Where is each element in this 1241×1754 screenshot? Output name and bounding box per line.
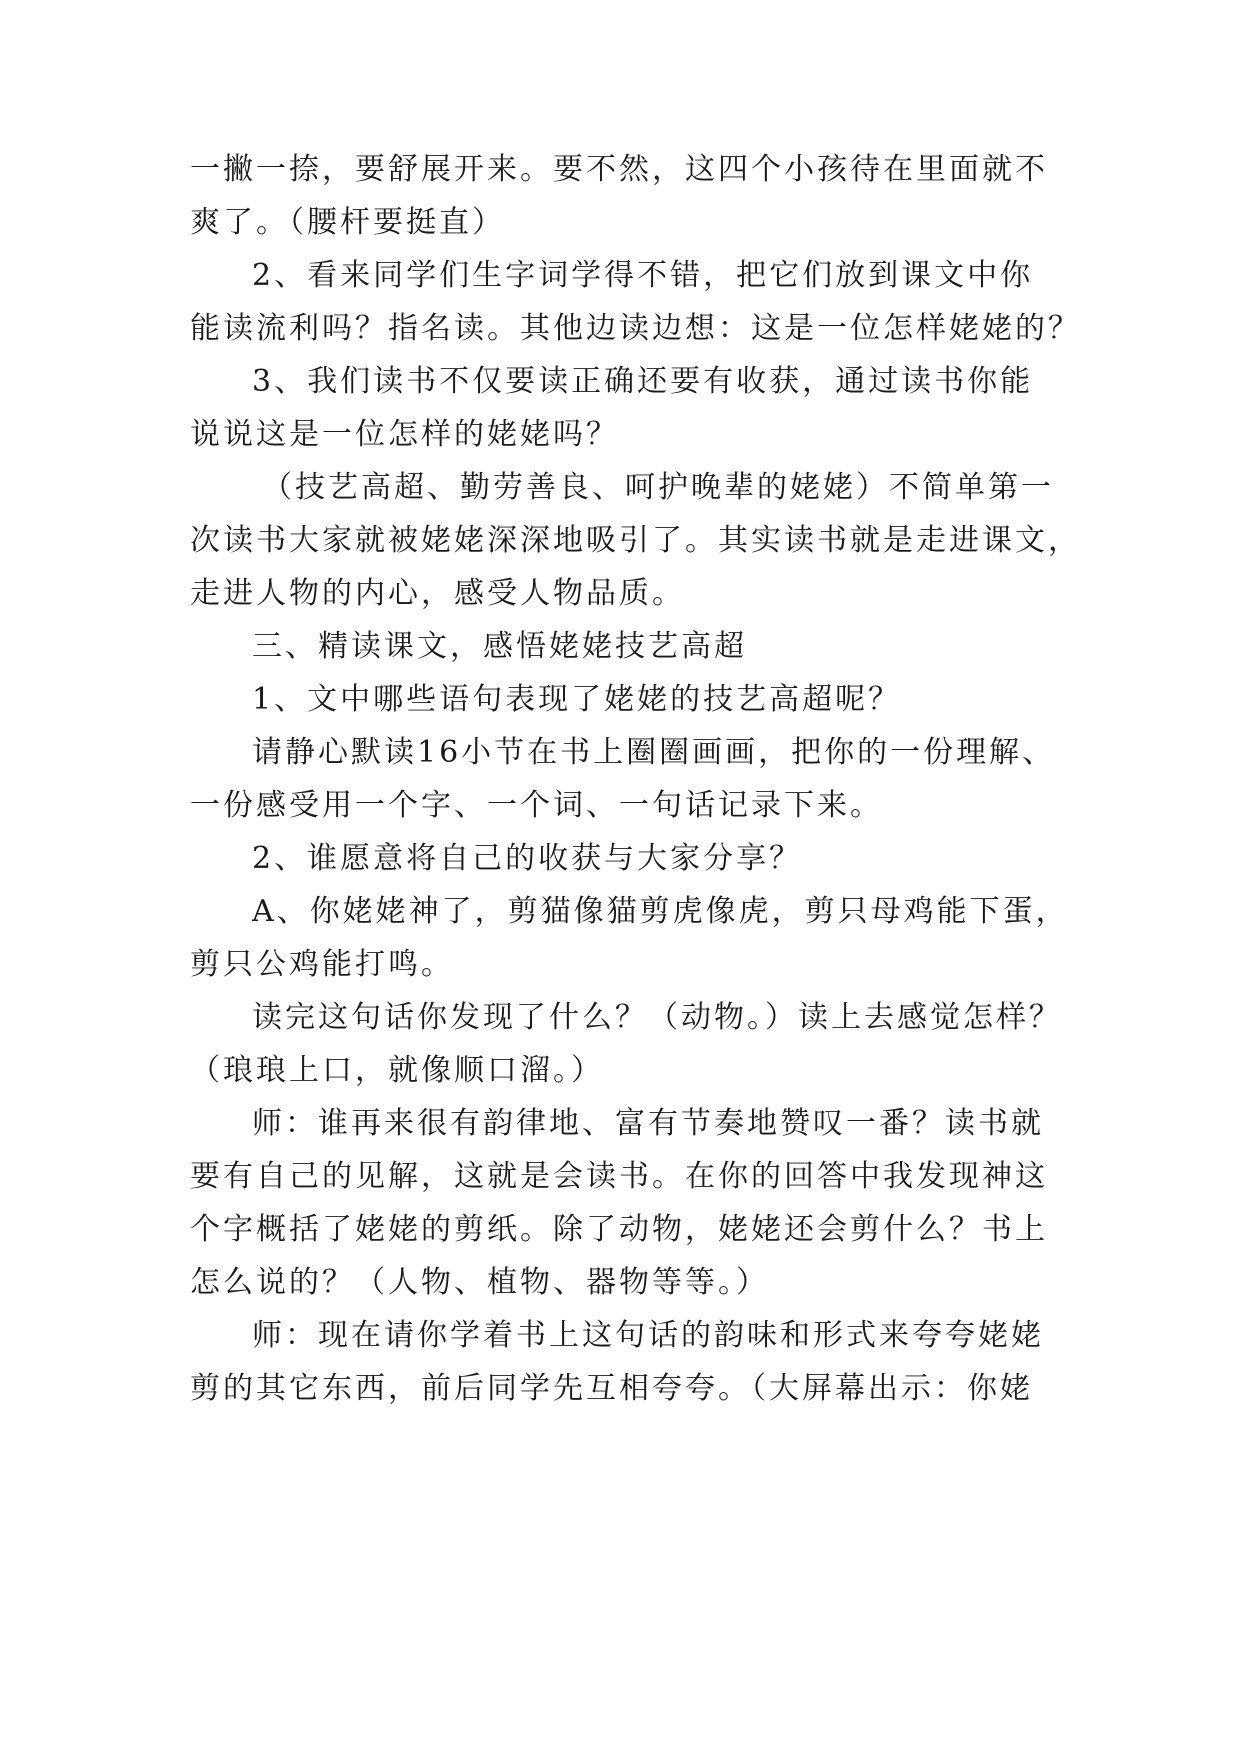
text-line: 次读书大家就被姥姥深深地吸引了。其实读书就是走进课文， [190, 523, 1081, 558]
text-line: 1、文中哪些语句表现了姥姥的技艺高超呢？ [252, 682, 902, 717]
text-line: 一份感受用一个字、一个词、一句话记录下来。 [190, 788, 883, 823]
text-line: （琅琅上口，就像顺口溜。） [190, 1053, 604, 1088]
text-line: 2、谁愿意将自己的收获与大家分享？ [252, 841, 803, 876]
text-line: （技艺高超、勤劳善良、呵护晚辈的姥姥）不简单第一 [262, 470, 1054, 505]
text-line: 个字概括了姥姥的剪纸。除了动物，姥姥还会剪什么？书上 [190, 1212, 1048, 1247]
text-line: 请静心默读16小节在书上圈圈画画，把你的一份理解、 [252, 735, 1056, 770]
text-line: 2、看来同学们生字词学得不错，把它们放到课文中你 [252, 258, 1034, 293]
text-line: 师：谁再来很有韵律地、富有节奏地赞叹一番？读书就 [252, 1106, 1044, 1141]
text-line: 师：现在请你学着书上这句话的韵味和形式来夸夸姥姥 [252, 1318, 1044, 1353]
text-line: 能读流利吗？指名读。其他边读边想：这是一位怎样姥姥的？ [190, 311, 1081, 346]
text-line: 一撇一捺，要舒展开来。要不然，这四个小孩待在里面就不 [190, 152, 1048, 187]
text-line: 怎么说的？（人物、植物、器物等等。） [190, 1265, 769, 1300]
text-line: 走进人物的内心，感受人物品质。 [190, 576, 685, 611]
text-line: 剪的其它东西，前后同学先互相夸夸。（大屏幕出示：你姥 [190, 1371, 1033, 1406]
text-line: 读完这句话你发现了什么？（动物。）读上去感觉怎样？ [252, 1000, 1062, 1035]
text-line: A、你姥姥神了，剪猫像猫剪虎像虎，剪只母鸡能下蛋， [252, 894, 1069, 929]
text-line: 爽了。（腰杆要挺直） [190, 205, 505, 240]
text-line: 剪只公鸡能打鸣。 [190, 947, 454, 982]
text-line: 要有自己的见解，这就是会读书。在你的回答中我发现神这 [190, 1159, 1048, 1194]
section-heading: 三、精读课文，感悟姥姥技艺高超 [252, 629, 747, 664]
text-line: 说说这是一位怎样的姥姥吗？ [190, 417, 619, 452]
text-line: 3、我们读书不仅要读正确还要有收获，通过读书你能 [252, 364, 1034, 399]
